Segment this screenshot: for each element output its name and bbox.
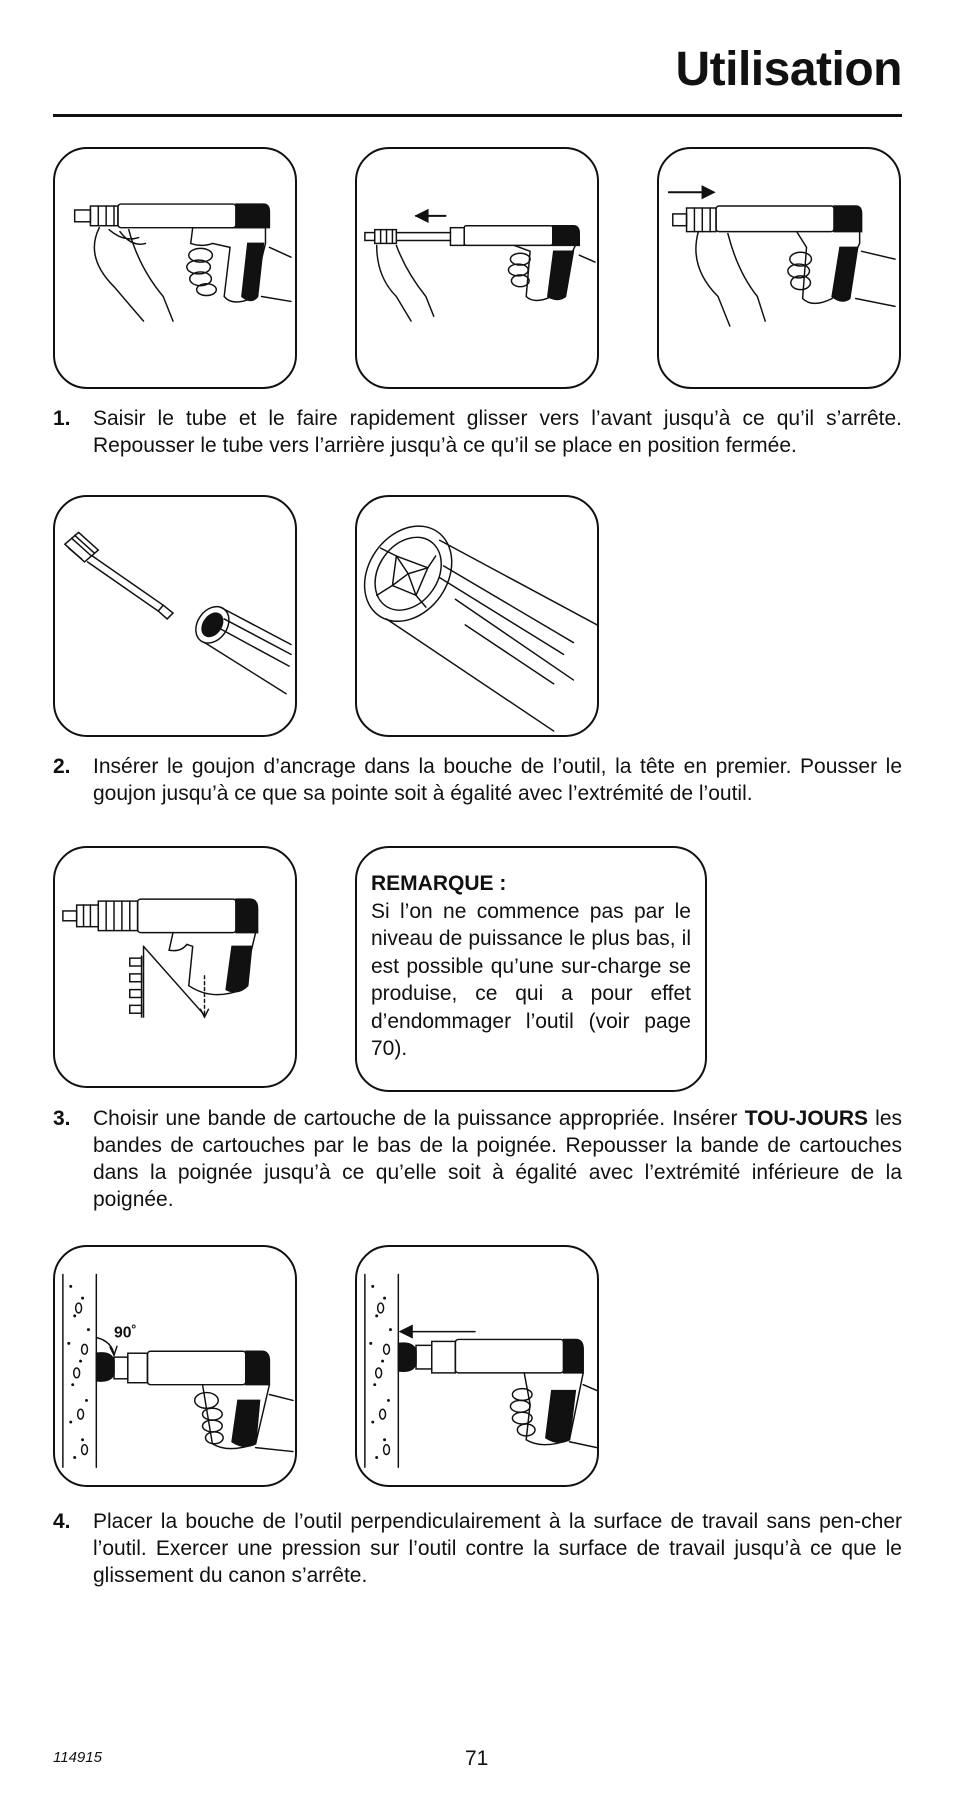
- illustration-barrel-closeup: [355, 495, 599, 737]
- step-1: [53, 405, 902, 459]
- step-number: 2.: [53, 755, 71, 778]
- page-title: Utilisation: [675, 43, 902, 96]
- illustration-press-to-surface: [355, 1245, 599, 1487]
- step-text: Insérer le goujon d’ancrage dans la bouche de l’outil, la tête en premier. Pousser le goujon jusqu’à ce que sa pointe soit à égalité avec l’extrémité de l’outil.: [93, 755, 902, 805]
- step-3: [53, 1105, 902, 1213]
- step-number: 3.: [53, 1107, 71, 1130]
- page-number: 71: [465, 1747, 489, 1770]
- step-4: [53, 1508, 902, 1589]
- illustration-slide-tube-forward: [657, 147, 901, 389]
- illustration-grip-tube: [53, 147, 297, 389]
- illustration-cartridge-strip: [53, 846, 297, 1088]
- step-text-start: Choisir une bande de cartouche de la puissance appropriée. Insérer: [93, 1107, 745, 1130]
- illustration-perpendicular: [53, 1245, 297, 1487]
- note-title: REMARQUE :: [371, 872, 507, 895]
- step-2: [53, 753, 902, 807]
- note-body: Si l’on ne commence pas par le niveau de puissance le plus bas, il est possible qu’une sur-charge se produise, ce qui a pour effet d’endommager l’outil (voir page 70).: [371, 899, 691, 1060]
- step-text-emphasis: TOU-JOURS: [744, 1107, 868, 1130]
- step-number: 1.: [53, 407, 71, 430]
- step-text: Placer la bouche de l’outil perpendiculairement à la surface de travail sans pen-cher l’outil. Exercer une pression sur l’outil contre la surface de travail jusqu’à ce que le glissement du canon s’arrête.: [93, 1510, 902, 1587]
- document-id: 114915: [53, 1749, 102, 1766]
- note-box: [355, 846, 707, 1092]
- title-rule: [53, 114, 902, 117]
- step-text: [93, 1105, 902, 1213]
- step-number: 4.: [53, 1510, 71, 1533]
- step-text: Saisir le tube et le faire rapidement glisser vers l’avant jusqu’à ce qu’il s’arrête. Repousser le tube vers l’arrière jusqu’à ce qu’il se place en position fermée.: [93, 407, 902, 457]
- step-text-end: les bandes de cartouches par le bas de la poignée. Repousser la bande de cartouches dans la poignée jusqu’à ce qu’elle soit à égalité avec l’extrémité inférieure de la poignée.: [93, 1107, 902, 1211]
- illustration-slide-tube-back: [355, 147, 599, 389]
- angle-label: 90˚: [114, 1324, 137, 1342]
- illustration-anchor-insert: [53, 495, 297, 737]
